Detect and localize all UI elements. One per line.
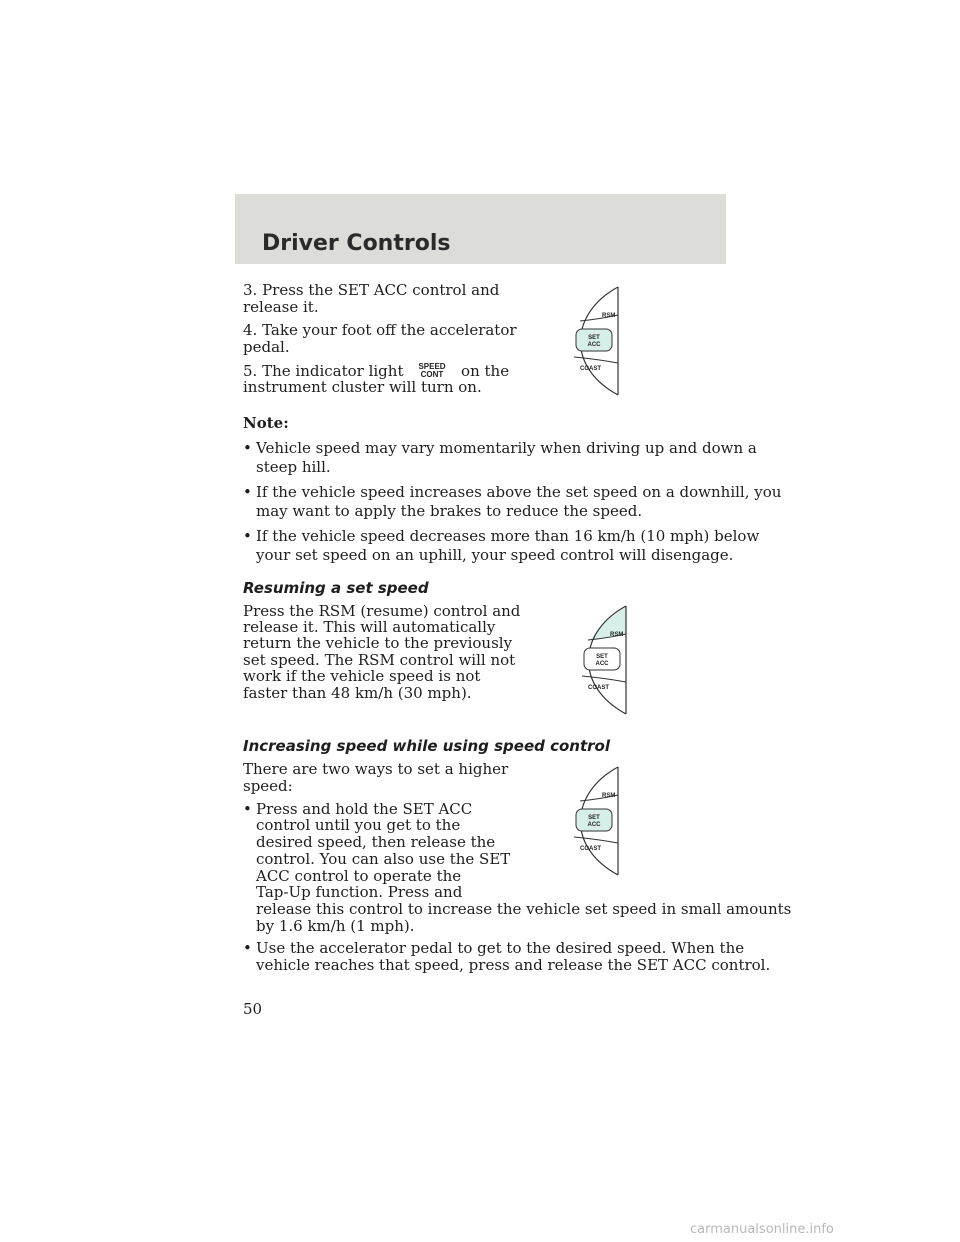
note-label: Note: — [243, 414, 289, 432]
resume-line: faster than 48 km/h (30 mph). — [243, 684, 472, 702]
heading-increasing: Increasing speed while using speed control — [243, 737, 610, 755]
svg-text:SET: SET — [596, 654, 608, 660]
watermark-footer: carmanualsonline.info — [690, 1222, 834, 1237]
resume-line: return the vehicle to the previously — [243, 634, 513, 652]
speed-control-diagram-set-highlight-2 — [560, 765, 632, 877]
speed-control-diagram-set-highlight — [560, 285, 632, 397]
svg-text:CONT: CONT — [420, 370, 444, 378]
resume-line: set speed. The RSM control will not — [243, 651, 516, 669]
svg-text:RSM: RSM — [610, 632, 624, 638]
section-title: Driver Controls — [262, 231, 451, 256]
svg-text:COAST: COAST — [588, 685, 609, 691]
resume-line: Press the RSM (resume) control and — [243, 602, 521, 620]
increase-intro-line1: There are two ways to set a higher — [243, 760, 509, 778]
heading-resuming: Resuming a set speed — [243, 579, 429, 597]
svg-text:RSM: RSM — [602, 313, 616, 319]
section-header — [235, 194, 726, 264]
speed-cont-indicator-icon — [408, 362, 456, 378]
speed-control-diagram-rsm-highlight — [568, 604, 640, 716]
resume-line: work if the vehicle speed is not — [243, 667, 481, 685]
step5-text-a: 5. The indicator light — [243, 362, 404, 380]
step5-text-b: on the — [461, 362, 510, 380]
svg-text:ACC: ACC — [587, 342, 601, 348]
svg-text:COAST: COAST — [580, 846, 601, 852]
svg-text:COAST: COAST — [580, 366, 601, 372]
svg-text:ACC: ACC — [595, 661, 609, 667]
step4-line1: 4. Take your foot off the accelerator — [243, 321, 517, 339]
step3-line1: 3. Press the SET ACC control and — [243, 281, 500, 299]
step4-line2: pedal. — [243, 338, 290, 356]
svg-text:SET: SET — [588, 335, 600, 341]
svg-text:ACC: ACC — [587, 822, 601, 828]
step3-line2: release it. — [243, 298, 319, 316]
step5-line2: instrument cluster will turn on. — [243, 378, 482, 396]
resume-line: release it. This will automatically — [243, 618, 496, 636]
page-number: 50 — [243, 1000, 263, 1018]
svg-text:SET: SET — [588, 815, 600, 821]
increase-intro-line2: speed: — [243, 777, 293, 795]
svg-text:SPEED: SPEED — [418, 362, 446, 371]
svg-text:RSM: RSM — [602, 793, 616, 799]
